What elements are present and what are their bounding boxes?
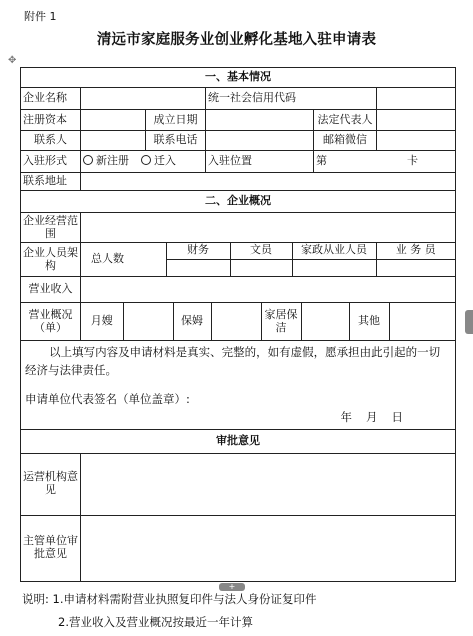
month-label: 月 — [366, 410, 378, 425]
section2-heading: 二、企业概况 — [21, 191, 456, 213]
authority-opinion-label: 主管单位审批意见 — [21, 515, 81, 581]
contact-field[interactable] — [81, 131, 146, 151]
maternity-field[interactable] — [123, 303, 173, 340]
company-name-label: 企业名称 — [21, 88, 81, 110]
credit-code-field[interactable] — [377, 88, 456, 110]
opt-new-label: 新注册 — [96, 154, 129, 168]
business-overview-grid — [81, 303, 456, 341]
finance-label: 财务 — [166, 243, 230, 259]
entry-form-label: 入驻形式 — [21, 151, 81, 173]
operator-opinion-label: 运营机构意见 — [21, 453, 81, 515]
cleaning-field[interactable] — [301, 303, 349, 340]
credit-code-label: 统一社会信用代码 — [206, 88, 377, 110]
entry-form-options — [81, 151, 206, 173]
approval-heading: 审批意见 — [21, 429, 456, 453]
business-scope-label: 企业经营范围 — [21, 213, 81, 243]
notes-line1 — [22, 594, 317, 606]
address-field[interactable] — [81, 173, 456, 191]
opt-move-label: 迁入 — [154, 154, 176, 168]
operator-opinion-field[interactable] — [81, 453, 456, 515]
registered-capital-label: 注册资本 — [21, 110, 81, 131]
radio-new-icon[interactable] — [83, 155, 93, 165]
address-label: 联系地址 — [21, 173, 81, 191]
founded-date-field[interactable] — [206, 110, 314, 131]
contact-label: 联系人 — [21, 131, 81, 151]
page-title: 清远市家庭服务业创业孵化基地入驻申请表 — [96, 32, 377, 48]
staff-structure-label: 企业人员架构 — [21, 243, 81, 277]
nanny-label: 保姆 — [173, 303, 211, 340]
domestic-staff-count-field[interactable] — [292, 259, 376, 276]
note2-text: 2.营业收入及营业概况按最近一年计算 — [58, 615, 253, 629]
year-label: 年 — [340, 410, 353, 425]
seat-field[interactable] — [314, 151, 456, 173]
day-label: 日 — [391, 410, 404, 425]
nanny-field[interactable] — [211, 303, 261, 340]
entry-location-label: 入驻位置 — [206, 151, 314, 173]
seat-prefix: 第 — [316, 154, 327, 168]
section1-heading: 一、基本情况 — [21, 68, 456, 88]
declaration-block — [21, 341, 456, 430]
date-line — [25, 408, 451, 426]
legal-rep-field[interactable] — [377, 110, 456, 131]
legal-rep-label: 法定代表人 — [314, 110, 377, 131]
company-name-field[interactable] — [81, 88, 206, 110]
phone-label: 联系电话 — [146, 131, 206, 151]
move-anchor-icon[interactable]: ✥ — [8, 55, 17, 66]
signature-label: 申请单位代表签名（单位盖章）: — [25, 391, 190, 406]
domestic-staff-label: 家政从业人员 — [292, 243, 376, 259]
clerk-count-field[interactable] — [230, 259, 292, 276]
authority-opinion-field[interactable] — [81, 515, 456, 581]
service-staff-label: 业 务 员 — [376, 243, 455, 259]
email-wechat-label: 邮箱微信 — [314, 131, 377, 151]
finance-count-field[interactable] — [166, 259, 230, 276]
side-scroll-handle[interactable] — [465, 310, 473, 334]
maternity-label: 月嫂 — [81, 303, 123, 340]
staff-structure-grid — [81, 243, 456, 277]
registered-capital-field[interactable] — [81, 110, 146, 131]
radio-move-icon[interactable] — [141, 155, 151, 165]
other-label: 其他 — [349, 303, 389, 340]
declaration-text: 以上填写内容及申请材料是真实、完整的，如有虚假，愿承担由此引起的一切经济与法律责任。 — [25, 345, 441, 378]
clerk-label: 文员 — [230, 243, 292, 259]
revenue-label: 营业收入 — [21, 277, 81, 303]
attachment-label: 附件 1 — [24, 10, 57, 23]
service-staff-count-field[interactable] — [376, 259, 455, 276]
application-form-table — [20, 67, 456, 582]
add-row-handle-icon[interactable]: + — [219, 583, 245, 591]
revenue-field[interactable] — [81, 277, 456, 303]
email-wechat-field[interactable] — [377, 131, 456, 151]
notes-label: 说明: — [22, 592, 49, 606]
founded-date-label: 成立日期 — [146, 110, 206, 131]
business-scope-field[interactable] — [81, 213, 456, 243]
cleaning-label: 家居保洁 — [261, 303, 301, 340]
total-staff-label: 总人数 — [81, 243, 166, 276]
other-field[interactable] — [389, 303, 455, 340]
business-overview-label: 营业概况（单） — [21, 303, 81, 341]
note1-text: 1.申请材料需附营业执照复印件与法人身份证复印件 — [52, 592, 317, 606]
seat-suffix: 卡 — [407, 154, 418, 168]
phone-field[interactable] — [206, 131, 314, 151]
